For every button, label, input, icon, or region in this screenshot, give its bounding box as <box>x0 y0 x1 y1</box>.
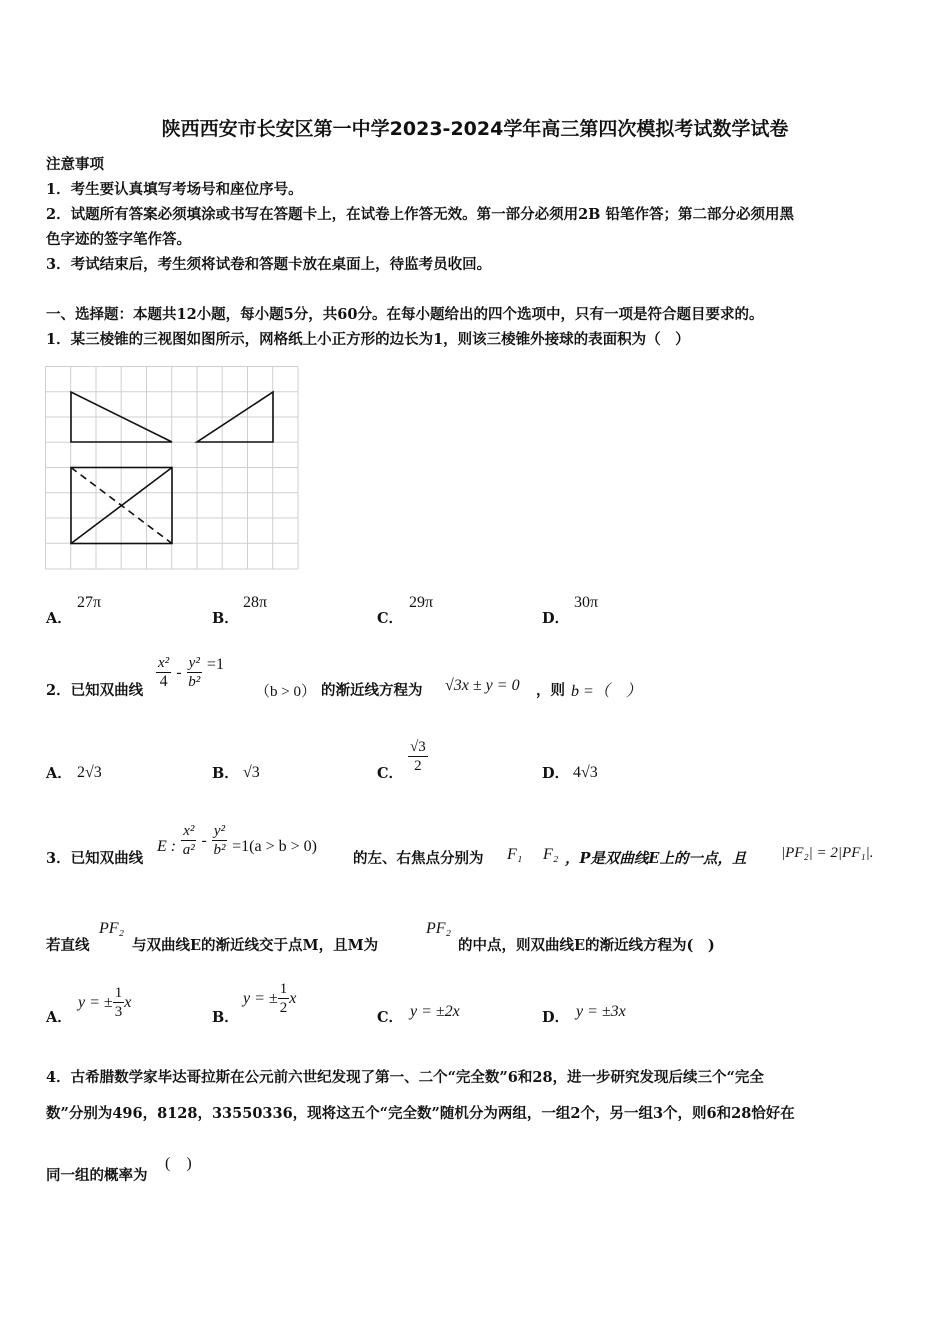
notice-item: 色字迹的签字笔作答。 <box>46 231 191 248</box>
question-2-mid: 的渐近线方程为 <box>321 682 423 699</box>
fraction-numerator: y² <box>213 823 226 839</box>
question-1-text: 1．某三棱锥的三视图如图所示，网格纸上小正方形的边长为1，则该三棱锥外接球的表面积为（ ） <box>46 331 690 348</box>
option-value: 28π <box>243 594 268 611</box>
minus-sign: - <box>176 664 182 681</box>
option-label: A． <box>46 610 72 627</box>
option-value <box>243 980 296 1017</box>
option-label: C． <box>377 610 404 627</box>
fraction-denominator: 4 <box>159 673 168 690</box>
notice-item: 2．试题所有答案必须填涂或书写在答题卡上，在试卷上作答无效。第一部分必须用2B 铅笔作答；第二部分必须用黑 <box>46 206 794 223</box>
question-2-prefix: 2．已知双曲线 <box>46 682 144 699</box>
fraction-denominator: a² <box>182 842 195 858</box>
question-3-prefix: 3．已知双曲线 <box>46 850 144 867</box>
fraction-denominator: b² <box>188 674 201 690</box>
option-value: 29π <box>409 594 434 611</box>
option-label: B． <box>212 1009 239 1026</box>
fraction-numerator: 1 <box>279 981 288 997</box>
focus-f2: F₂ <box>543 846 559 863</box>
question-4-line: 数”分别为496，8128，33550336，现将这五个“完全数”随机分为两组，一组2个，另一组3个，则6和28恰好在 <box>46 1105 795 1122</box>
option-value: 30π <box>574 594 599 611</box>
option-value: 2√3 <box>77 764 102 781</box>
question-2-end: ，则 <box>536 682 565 699</box>
fraction-numerator: 1 <box>114 985 123 1001</box>
option-prefix: y = ± <box>243 990 278 1007</box>
option-suffix: x <box>289 990 297 1007</box>
option-label: B． <box>212 610 239 627</box>
question-4-line: 4．古希腊数学家毕达哥拉斯在公元前六世纪发现了第一、二个“完全数”6和28，进一步研究发现后续三个“完全 <box>46 1069 764 1086</box>
notice-item: 1．考生要认真填写考场号和座位序号。 <box>46 181 303 198</box>
notice-heading: 注意事项 <box>46 156 104 173</box>
option-prefix: y = ± <box>78 994 113 1011</box>
equation-rhs: =1(a > b > 0) <box>232 838 317 855</box>
equation-e: E : <box>157 838 177 855</box>
minus-sign: - <box>201 832 207 849</box>
question-3-line2-c: 的中点，则双曲线E的渐近线方程为( ) <box>458 937 715 954</box>
option-label: C． <box>377 1009 404 1026</box>
fraction-numerator: y² <box>188 655 200 671</box>
question-3-equation <box>157 822 317 859</box>
option-label: C． <box>377 765 404 782</box>
option-label: D． <box>542 1009 570 1026</box>
fraction-denominator: b² <box>213 842 226 858</box>
option-label: A． <box>46 765 72 782</box>
segment-pf2: PF₂ <box>99 920 125 937</box>
fraction-denominator: 2 <box>414 758 422 774</box>
question-3-line2-a: 若直线 <box>46 937 90 954</box>
question-3-mid: 的左、右焦点分别为 <box>353 850 484 867</box>
three-view-figure <box>45 366 301 572</box>
option-suffix: x <box>124 994 132 1011</box>
option-value: y = ±2x <box>410 1003 460 1020</box>
page-title: 陕西西安市长安区第一中学2023-2024学年高三第四次模拟考试数学试卷 <box>161 118 789 140</box>
question-3-p-text: ，P是双曲线E上的一点，且 <box>565 850 747 867</box>
option-label: A． <box>46 1009 72 1026</box>
option-label: D． <box>542 610 570 627</box>
notice-item: 3．考试结束后，考生须将试卷和答题卡放在桌面上，待监考员收回。 <box>46 256 492 273</box>
option-value <box>78 984 131 1021</box>
fraction-numerator: x² <box>158 655 170 671</box>
option-value-fraction <box>408 738 428 775</box>
question-2-ask: b =（ ） <box>571 683 642 700</box>
asymptote-equation: √3x ± y = 0 <box>445 677 520 694</box>
option-value: 27π <box>77 594 102 611</box>
fraction-denominator: 2 <box>279 1000 288 1016</box>
question-2-equation <box>156 654 224 691</box>
option-label: D． <box>542 765 570 782</box>
option-value: √3 <box>243 764 260 781</box>
fraction-denominator: 3 <box>114 1004 123 1020</box>
question-2-condition: （b > 0） <box>255 684 316 700</box>
question-3-line2-b: 与双曲线E的渐近线交于点M，且M为 <box>132 937 379 954</box>
option-label: B． <box>212 765 239 782</box>
answer-parentheses: ( ) <box>165 1155 192 1172</box>
equation-rhs: =1 <box>206 656 224 673</box>
question-4-line: 同一组的概率为 <box>46 1167 148 1184</box>
option-value: y = ±3x <box>576 1003 626 1020</box>
option-value: 4√3 <box>573 764 598 781</box>
fraction-numerator: x² <box>183 823 195 839</box>
section-heading: 一、选择题：本题共12小题，每小题5分，共60分。在每小题给出的四个选项中，只有一项是符合题目要求的。 <box>46 306 764 323</box>
focus-f1: F₁ <box>507 846 523 863</box>
fraction-numerator: √3 <box>410 739 426 755</box>
question-3-condition: |PF₂| = 2|PF₁|. <box>781 845 874 861</box>
segment-pf2: PF₂ <box>426 920 452 937</box>
